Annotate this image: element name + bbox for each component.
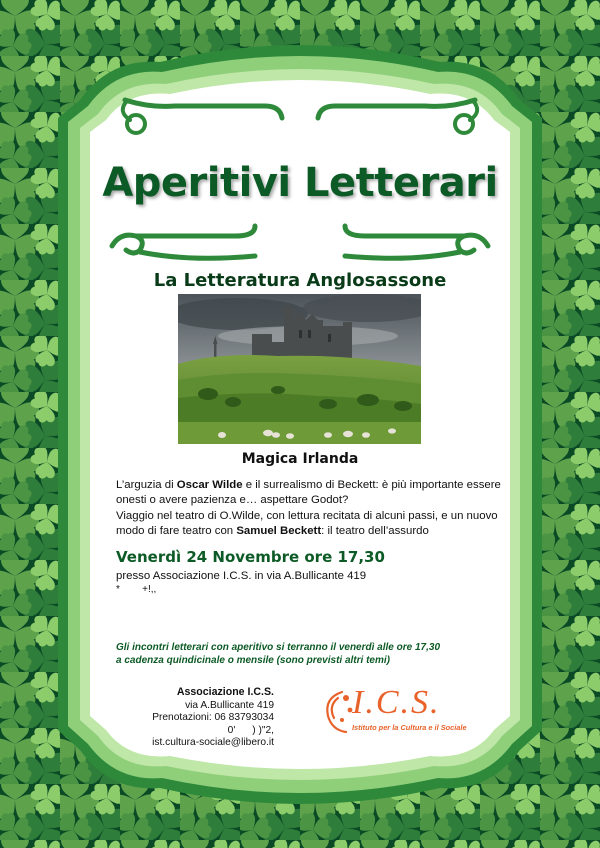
contact-email: ist.cultura-sociale@libero.it — [152, 737, 274, 749]
note-line-1: Gli incontri letterari con aperitivo si terranno il venerdì alle ore 17,30 — [116, 642, 440, 653]
contact-garbled: 0' ) )"2, — [227, 724, 274, 736]
garbled-text: * +!,, — [116, 584, 157, 595]
castle-landscape-photo — [178, 294, 421, 444]
logo-text: I.C.S. — [352, 684, 441, 721]
contact-org: Associazione I.C.S. — [176, 686, 274, 698]
event-description — [116, 478, 516, 539]
desc-text-2: e il surrealismo di Beckett: è più importante essere onesti o avere pazienza e… aspettare Godot? — [116, 479, 501, 507]
logo-subtitle: Istituto per la Cultura e il Sociale — [352, 723, 467, 732]
author-name-wilde: Oscar Wilde — [176, 479, 243, 491]
contact-phone: Prenotazioni: 06 83793034 — [152, 712, 274, 724]
photo-caption: Magica Irlanda — [241, 451, 359, 467]
poster-subtitle: La Letteratura Anglosassone — [153, 270, 447, 291]
desc-text-1: L’arguzia di — [116, 479, 177, 491]
contact-address: via A.Bullicante 419 — [185, 699, 274, 711]
author-name-beckett: Samuel Beckett — [236, 524, 322, 537]
event-venue: presso Associazione I.C.S. in via A.Bullicante 419 — [116, 570, 367, 582]
poster-title: Aperitivi Letterari — [102, 160, 498, 206]
note-line-2: a cadenza quindicinale o mensile (sono previsti altri temi) — [116, 655, 390, 666]
desc-text-4: : il teatro dell’assurdo — [321, 524, 429, 537]
contact-block — [150, 686, 274, 750]
event-date: Venerdì 24 Novembre ore 17,30 — [116, 548, 385, 566]
schedule-note — [116, 641, 496, 667]
desc-text-3: Viaggio nel teatro di O.Wilde, con lettura recitata di alcuni passi, e un nuovo modo di fare teatro con — [116, 509, 498, 537]
